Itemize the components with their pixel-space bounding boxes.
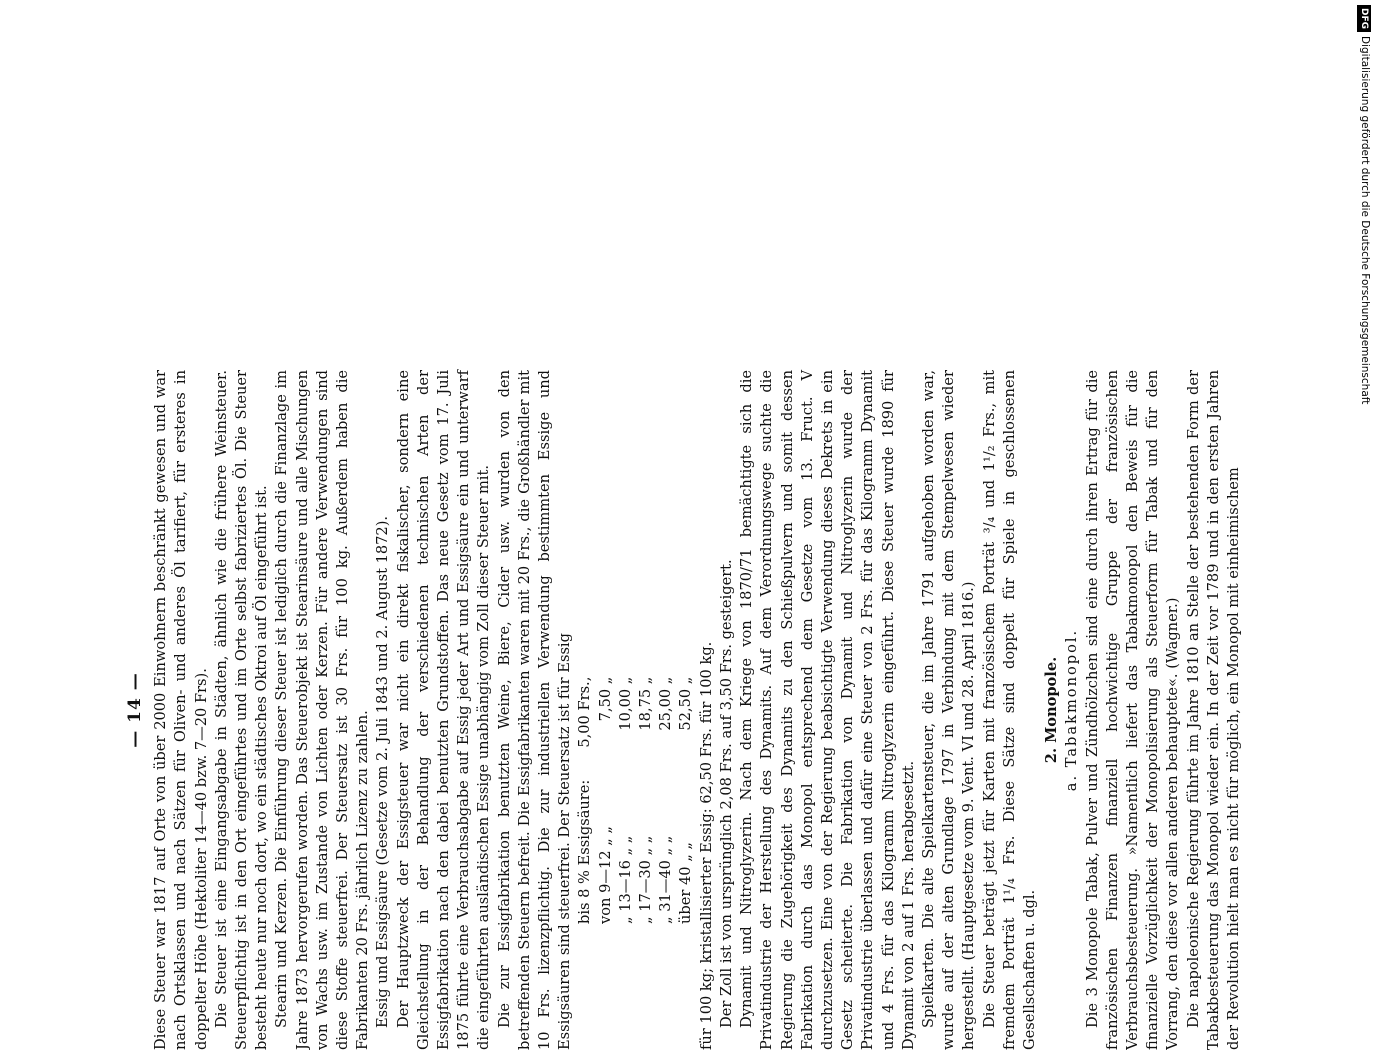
- rate-label: über 40 „ „: [677, 842, 695, 924]
- paragraph: Die Steuer ist eine Eingangsabgabe in Städten, ähnlich wie die frühere Weinsteuer. Steuerpflichtig ist in den Ort eingeführtes und im Orte selbst fabriziertes Öl. Die Steuer besteht heute nur noch dort, wo ein städtisches Oktroi auf Öl eingeführt ist.: [212, 370, 271, 1050]
- rate-row: [656, 671, 676, 930]
- page-number: — 14 —: [125, 672, 145, 748]
- essig-rate-table: [575, 671, 696, 930]
- rate-value: 10,00 „: [616, 676, 634, 731]
- paragraph-essig-heading: Essig und Essigsäure (Gesetze vom 2. Juli 1843 und 2. August 1872).: [374, 515, 392, 1028]
- rate-row: [636, 671, 656, 930]
- paragraph: Die Steuer beträgt jetzt für Karten mit französischem Porträt ³/₄ und 1¹/₂ Frs., mit fremdem Porträt 1¹/₄ Frs. Diese Sätze sind doppelt für Spiele in geschlossenen Gesellschaften u. dgl.: [980, 370, 1038, 1050]
- paragraph: für 100 kg; kristallisierter Essig: 62,50 Frs. für 100 kg.: [697, 641, 715, 1050]
- subsection-title: a. Tabakmonopol.: [1063, 628, 1081, 792]
- rate-label: „ 31—40 „ „: [657, 835, 675, 924]
- paragraph: Die zur Essigfabrikation benutzten Weine, Biere, Cider usw. wurden von den betreffenden Steuern befreit. Die Essigfabrikanten waren mit 20 Frs., die Großhändler mit 10 Frs. lizenzpflichtig. Die zur industriellen Verwendung bestimmten Essige und Essigsäuren sind steuerfrei. Der Steuersatz ist für Essig: [495, 370, 574, 1050]
- rotated-text-block: [125, 370, 1242, 1050]
- paragraph: Der Zoll ist von ursprünglich 2,08 Frs. auf 3,50 Frs. gesteigert.: [717, 559, 735, 1028]
- rate-value: 7,50 „: [596, 676, 614, 722]
- rate-label: „ 13—16 „ „: [616, 835, 634, 924]
- rate-value: 25,00 „: [657, 676, 675, 731]
- paragraph-stearin: Stearin und Kerzen. Die Einführung dieser Steuer ist lediglich durch die Finanzlage im Jahre 1873 hervorgerufen worden. Das Steuerobjekt ist Stearinsäure und alle Mischungen von Wachs usw. im Zustande von Lichten oder Kerzen. Für andere Verwendungen sind diese Stoffe steuerfrei. Der Steuersatz ist 30 Frs. für 100 kg. Außerdem haben die Fabrikanten 20 Frs. jährlich Lizenz zu zahlen.: [273, 370, 372, 1050]
- rate-row: [575, 671, 595, 930]
- paragraph: Der Hauptzweck der Essigsteuer war nicht ein direkt fiskalischer, sondern eine Gleichstellung in der Behandlung der verschiedenen technischen Arten der Essigfabrikation nach den dabei benutzten Grundstoffen. Das neue Gesetz vom 17. Juli 1875 führte eine Verbrauchsabgabe auf Essig jeder Art und Essigsäure ein und unterwarf die eingeführten ausländischen Essige unabhängig vom Zoll dieser Steuer mit.: [394, 370, 493, 1050]
- funding-note-text: Digitalisierung gefördert durch die Deutsche Forschungsgemeinschaft: [1359, 36, 1371, 405]
- rate-value: 18,75 „: [637, 676, 655, 731]
- rate-label: „ 17—30 „ „: [637, 835, 655, 924]
- paragraph: Diese Steuer war 1817 auf Orte von über 2000 Einwohnern beschränkt gewesen und war nach Ortsklassen und nach Sätzen für Oliven- und anderes Öl tarifiert, für ersteres in doppelter Höhe (Hektoliter 14—40 bzw. 7—20 Frs).: [152, 370, 210, 1050]
- rate-row: [616, 671, 636, 930]
- paragraph: Die 3 Monopole Tabak, Pulver und Zündhölzchen sind eine durch ihren Ertrag für die französischen Finanzen finanziell hochwichtige Gruppe der französischen Verbrauchsbesteuerung. »Namentlich liefert das Tabakmonopol den Beweis für die finanzielle Vorzüglichkeit der Monopolisierung als Steuerform für Tabak und für den Vorrang, den diese vor allen anderen behauptete«. (Wagner.): [1083, 370, 1182, 1050]
- section-title: 2. Monopole.: [1043, 656, 1061, 764]
- rate-value: 5,00 Frs.,: [576, 676, 594, 748]
- rate-label: bis 8 % Essigsäure:: [576, 779, 594, 924]
- paragraph: Die napoleonische Regierung führte im Jahre 1810 an Stelle der bestehenden Form der Tabakbesteuerung das Monopol wieder ein. In der Zeit vor 1789 und in den ersten Jahren der Revolution hielt man es nicht für möglich, ein Monopol mit einheimischem: [1184, 370, 1242, 1050]
- paragraph-dynamit: Dynamit und Nitroglyzerin. Nach dem Kriege von 1870/71 bemächtigte sich die Privatindustrie der Herstellung des Dynamits. Auf dem Verordnungswege suchte die Regierung die Zugehörigkeit des Dynamits zu den Schießpulvern und somit dessen Fabrikation durch das Monopol entsprechend dem Gesetze vom 13. Fruct. V durchzusetzen. Eine von der Regierung beabsichtigte Verwendung dieses Dekrets in ein Gesetz scheiterte. Die Fabrikation von Dynamit und Nitroglyzerin wurde der Privatindustrie überlassen und dafür eine Steuer von 2 Frs. für das Kilogramm Dynamit und 4 Frs. für das Kilogramm Nitroglyzerin eingeführt. Diese Steuer wurde 1890 für Dynamit von 2 auf 1 Frs. herabgesetzt.: [738, 370, 917, 1050]
- rate-row: [676, 671, 696, 930]
- dfg-logo: DFG: [1357, 5, 1371, 32]
- funding-note: [1358, 5, 1372, 405]
- rate-value: 52,50 „: [677, 676, 695, 731]
- paragraph-spielkarten: Spielkarten. Die alte Spielkartensteuer, die im Jahre 1791 aufgehoben worden war, wurde auf der alten Grundlage 1797 in Verbindung mit dem Stempelwesen wieder hergestellt. (Hauptgesetze vom 9. Vent. VI und 28. April 1816.): [919, 370, 978, 1050]
- rate-label: von 9—12 „ „: [596, 826, 614, 924]
- rate-row: [596, 671, 616, 930]
